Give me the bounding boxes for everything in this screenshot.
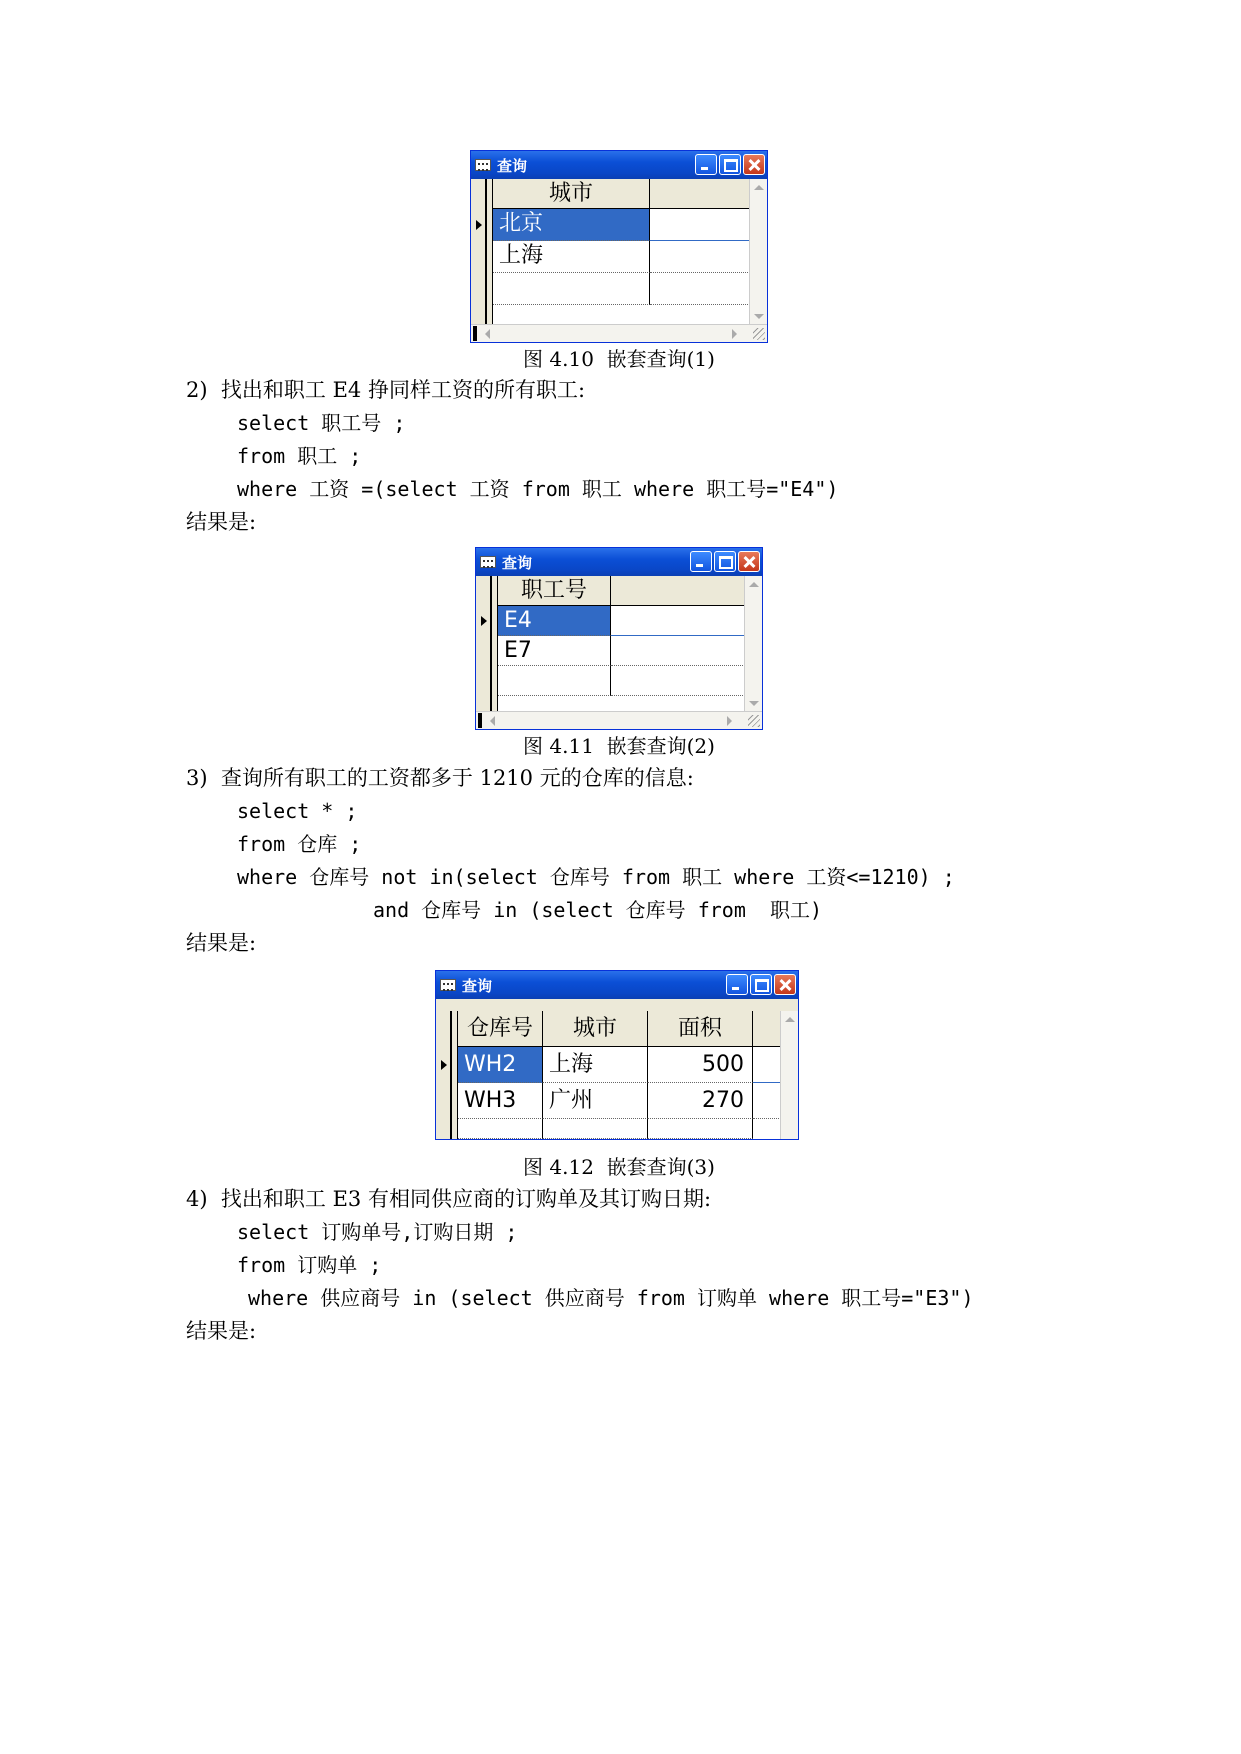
minimize-button[interactable]	[726, 974, 748, 995]
table-cell[interactable]	[753, 1047, 781, 1083]
code-line: from 订购单 ;	[237, 1253, 382, 1277]
table-cell[interactable]	[611, 636, 745, 666]
code-line: select 职工号 ;	[237, 411, 406, 435]
maximize-button[interactable]	[719, 154, 741, 175]
column-header[interactable]: 职工号	[498, 576, 611, 606]
scroll-left-icon[interactable]	[490, 716, 495, 726]
table-cell[interactable]	[611, 666, 745, 696]
query-window-3	[435, 970, 799, 1140]
window-titlebar[interactable]	[436, 971, 798, 999]
datasheet-grid	[476, 576, 762, 729]
table-cell[interactable]	[650, 241, 750, 273]
window-title: 查询	[497, 156, 528, 175]
record-selector-column[interactable]	[476, 576, 498, 729]
table-cell[interactable]: 500	[648, 1047, 753, 1083]
scroll-right-icon[interactable]	[732, 329, 737, 339]
table-cell[interactable]	[650, 273, 750, 305]
window-titlebar[interactable]	[476, 548, 762, 576]
result-label: 结果是:	[186, 510, 257, 534]
maximize-button[interactable]	[750, 974, 772, 995]
question-heading: 4) 找出和职工 E3 有相同供应商的订购单及其订购日期:	[186, 1187, 712, 1211]
result-label: 结果是:	[186, 1319, 257, 1343]
code-line: from 职工 ;	[237, 444, 362, 468]
figure-caption: 图 4.11 嵌套查询(2)	[523, 734, 715, 758]
scroll-right-icon[interactable]	[727, 716, 732, 726]
table-cell[interactable]: WH3	[458, 1083, 543, 1119]
column-header[interactable]	[650, 179, 750, 209]
table-icon	[440, 979, 456, 991]
table-icon	[480, 556, 496, 568]
code-line: from 仓库 ;	[237, 832, 362, 856]
resize-grip-icon[interactable]	[753, 328, 765, 340]
column-header[interactable]	[611, 576, 745, 606]
record-nav-marker	[478, 713, 482, 728]
resize-grip-icon[interactable]	[748, 715, 760, 727]
window-title: 查询	[502, 553, 533, 572]
table-cell[interactable]: WH2	[458, 1047, 543, 1083]
table-cell[interactable]	[611, 606, 745, 636]
minimize-button[interactable]	[695, 154, 717, 175]
code-line: where 仓库号 not in(select 仓库号 from 职工 where 工资<=1210) ;	[237, 865, 955, 889]
close-button[interactable]	[774, 974, 796, 995]
table-cell[interactable]: 270	[648, 1083, 753, 1119]
horizontal-scrollbar[interactable]	[476, 711, 762, 729]
maximize-button[interactable]	[714, 551, 736, 572]
close-button[interactable]	[743, 154, 765, 175]
question-heading: 2) 找出和职工 E4 挣同样工资的所有职工:	[186, 378, 586, 402]
query-window-2	[475, 547, 763, 730]
column-header[interactable]: 城市	[543, 1011, 648, 1047]
datasheet-grid	[471, 179, 767, 342]
figure-caption: 图 4.10 嵌套查询(1)	[523, 347, 715, 371]
query-window-1	[470, 150, 768, 343]
table-icon	[475, 159, 491, 171]
scroll-down-icon[interactable]	[754, 314, 764, 319]
column-header[interactable]: 面积	[648, 1011, 753, 1047]
table-cell[interactable]: 北京	[493, 209, 650, 241]
vertical-scrollbar[interactable]	[744, 576, 762, 712]
scroll-left-icon[interactable]	[485, 329, 490, 339]
code-line: where 供应商号 in (select 供应商号 from 订购单 where 职工号="E3")	[248, 1286, 974, 1310]
table-cell[interactable]	[458, 1119, 543, 1139]
table-cell[interactable]	[493, 273, 650, 305]
close-button[interactable]	[738, 551, 760, 572]
table-cell[interactable]: E4	[498, 606, 611, 636]
current-record-icon	[476, 220, 482, 230]
minimize-button[interactable]	[690, 551, 712, 572]
scroll-up-icon[interactable]	[749, 582, 759, 587]
table-cell[interactable]	[543, 1119, 648, 1139]
window-title: 查询	[462, 976, 493, 995]
table-cell[interactable]	[650, 209, 750, 241]
table-cell[interactable]: 广州	[543, 1083, 648, 1119]
record-nav-marker	[473, 326, 477, 341]
code-line: and 仓库号 in (select 仓库号 from 职工)	[373, 898, 822, 922]
table-cell[interactable]	[648, 1119, 753, 1139]
table-cell[interactable]	[753, 1083, 781, 1119]
code-line: select 订购单号,订购日期 ;	[237, 1220, 518, 1244]
code-line: where 工资 =(select 工资 from 职工 where 职工号="E4")	[237, 477, 839, 501]
current-record-icon	[441, 1060, 447, 1070]
table-cell[interactable]: 上海	[493, 241, 650, 273]
column-header[interactable]: 城市	[493, 179, 650, 209]
vertical-scrollbar[interactable]	[780, 1011, 798, 1139]
figure-caption: 图 4.12 嵌套查询(3)	[523, 1155, 715, 1179]
horizontal-scrollbar[interactable]	[471, 324, 767, 342]
table-cell[interactable]: E7	[498, 636, 611, 666]
scroll-down-icon[interactable]	[749, 701, 759, 706]
code-line: select * ;	[237, 799, 358, 823]
datasheet-grid	[436, 1011, 798, 1139]
scroll-up-icon[interactable]	[754, 185, 764, 190]
window-titlebar[interactable]	[471, 151, 767, 179]
question-heading: 3) 查询所有职工的工资都多于 1210 元的仓库的信息:	[186, 766, 694, 790]
result-label: 结果是:	[186, 931, 257, 955]
scroll-up-icon[interactable]	[785, 1017, 795, 1022]
column-header-blank	[753, 1011, 781, 1047]
table-cell[interactable]	[498, 666, 611, 696]
table-cell[interactable]: 上海	[543, 1047, 648, 1083]
column-header[interactable]: 仓库号	[458, 1011, 543, 1047]
current-record-icon	[481, 616, 487, 626]
record-selector-column[interactable]	[471, 179, 493, 342]
record-selector-column[interactable]	[436, 1011, 458, 1139]
vertical-scrollbar[interactable]	[749, 179, 767, 325]
